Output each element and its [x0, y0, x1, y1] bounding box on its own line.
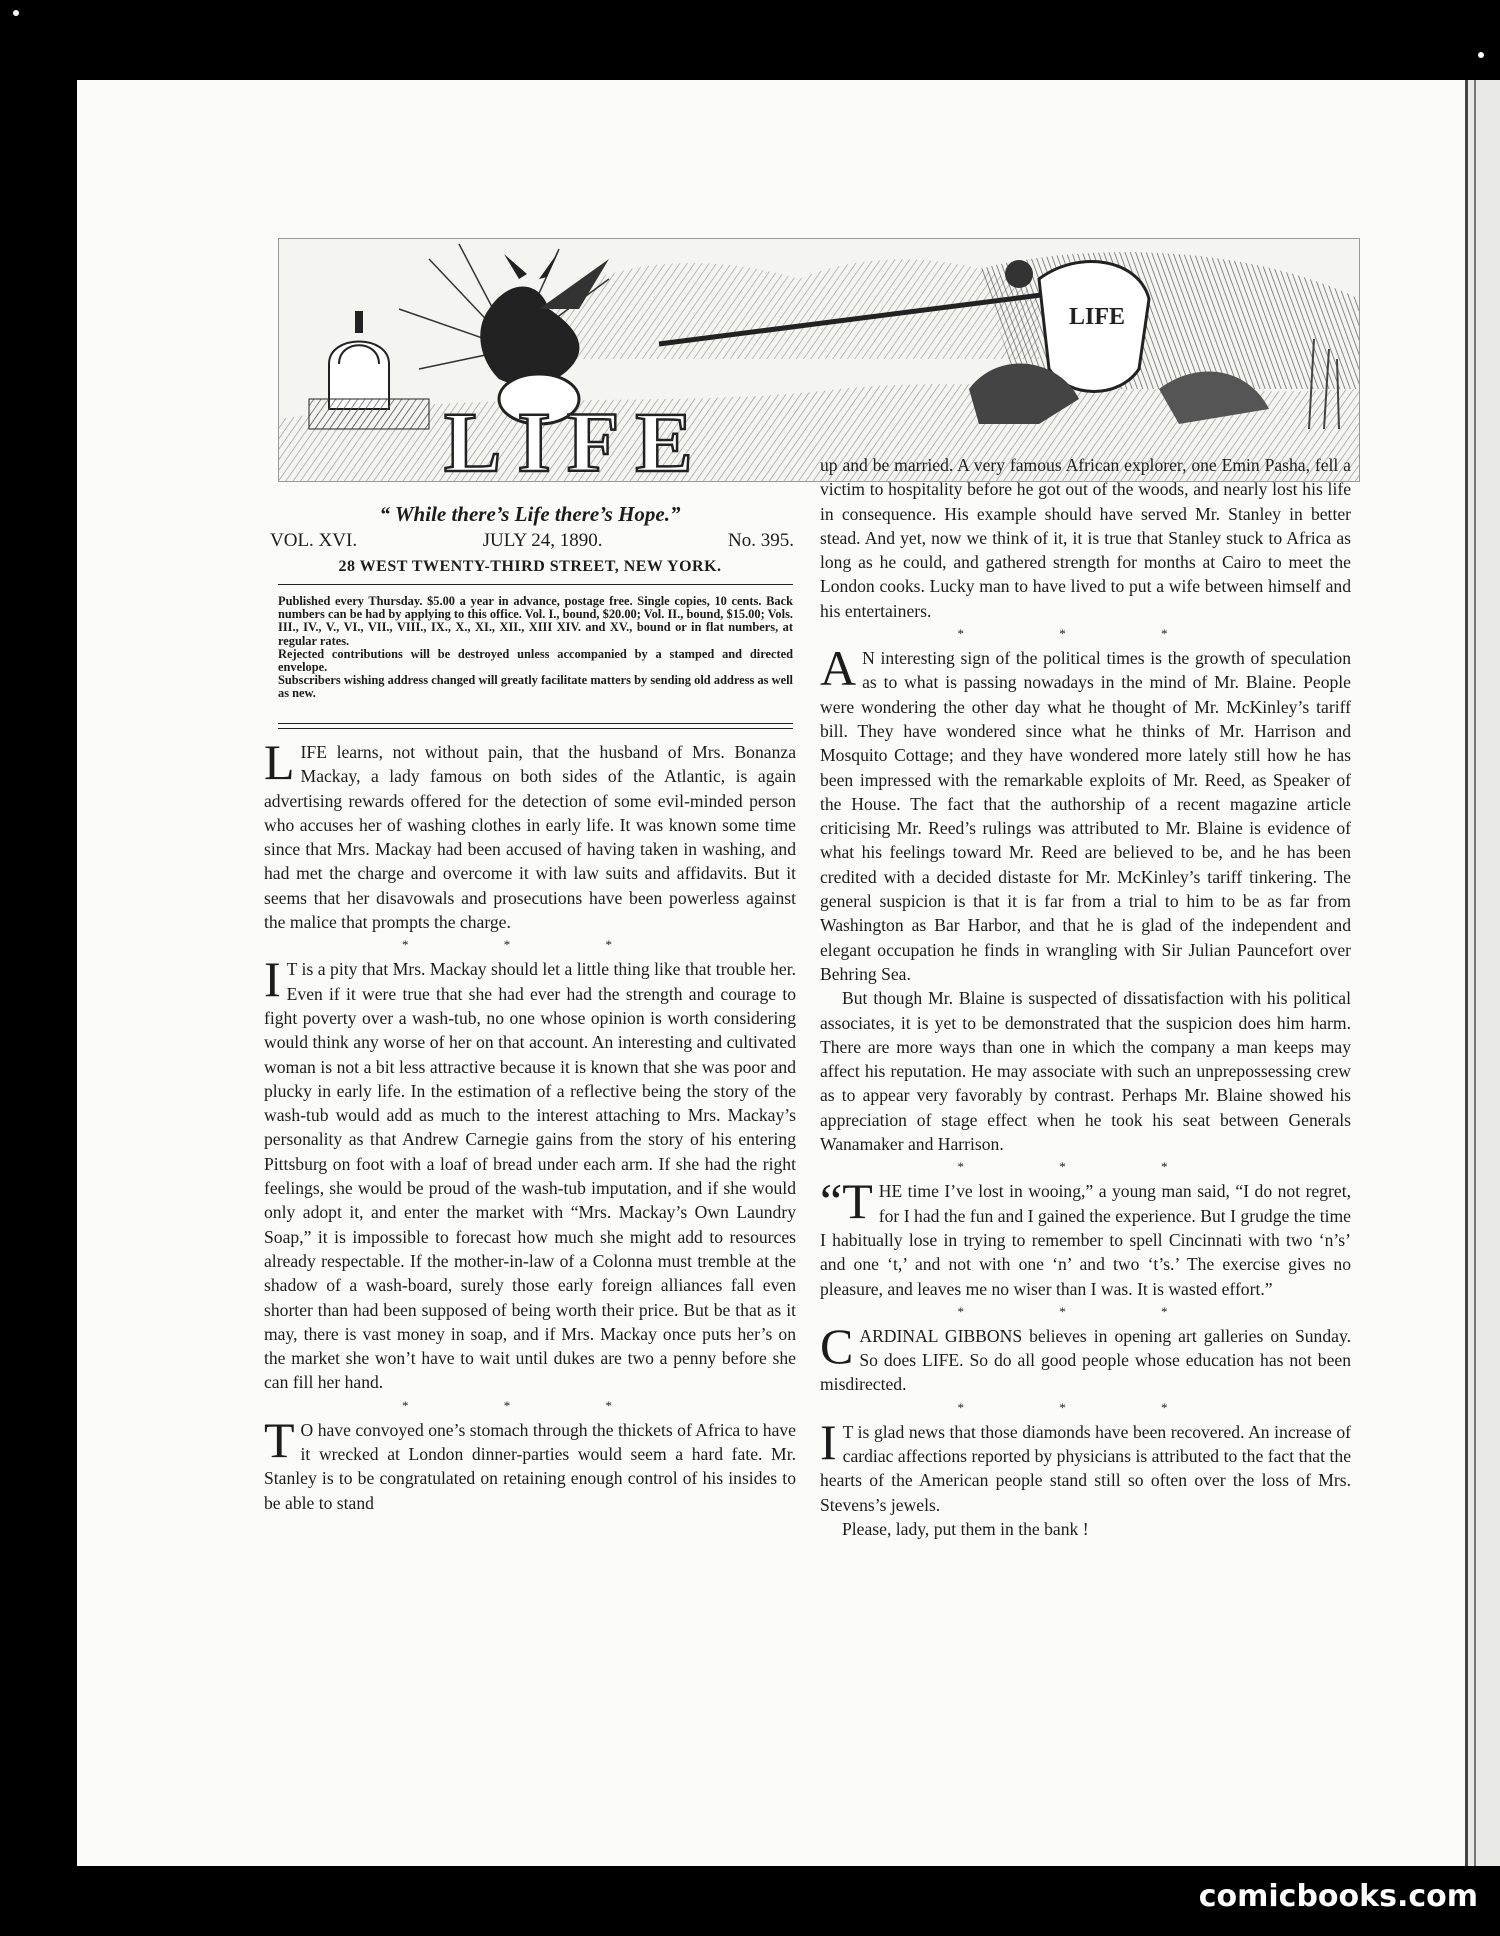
drop-cap: I: [820, 1413, 837, 1470]
rule: [278, 584, 793, 585]
drop-cap: I: [264, 951, 281, 1008]
drop-cap: T: [264, 1411, 295, 1468]
article-diamonds-2: Please, lady, put them in the bank !: [842, 1518, 1089, 1539]
article-diamonds: I T is glad news that those diamonds have been recovered. An increase of cardiac affections reported by physicians is attributed to the fact that the hearts of the American people stand still so often over the loss of Mrs. Stevens’s jewels.: [820, 1413, 1351, 1515]
article-mackay-1: LIFE learns, not without pain, that the husband of Mrs. Bonanza Mackay, a lady famous on both sides of the Atlantic, is again advertising rewards offered for the detection of some evil-minded person who accuses her of washing clothes in early life. It was known some time since that Mrs. Mackay had been accused of having taken in washing, and had met the charge and overcome it with law suits and affidavits. But it seems that her disavowals and prosecutions have been powerless against the malice that prompts the charge.: [264, 734, 796, 933]
rule: [278, 723, 793, 724]
section-separator: * * *: [957, 1159, 1214, 1175]
rule: [278, 728, 793, 729]
volume: VOL. XVI.: [270, 530, 358, 551]
left-column: [264, 734, 796, 1515]
article-mackay-2: I T is a pity that Mrs. Mackay should let a little thing like that trouble her. Even if it were true that she had ever had the strength and courage to fight poverty over a wash-tub, no one whose opinion is worth considering would think any worse of her on that account. An interesting and cultivated woman is not a bit less attractive because it is known that she was poor and plucky in early life. In the estimation of a reflective being the story of the wash-tub would add as much to the interest attaching to Mrs. Mackay’s personality as that Andrew Carnegie gains from the story of his entering Pittsburg on foot with a loaf of bread under each arm. If she had the right feelings, she would be proud of the wash-tub imputation, and if she would only adopt it, and enter the market with “Mrs. Mackay’s Own Laundry Soap,” it is impossible to forecast how much she might add to resources already respectable. If the mother-in-law of a Colonna must tremble at the shadow of a wash-board, surely those early foreign alliances fall even shorter than had been supposed of being worth their price. But be that as it may, there is vast money in soap, and if Mrs. Mackay once puts her’s on the market she won’t have to wait until dukes are two a penny before she can fill her hand.: [264, 951, 796, 1393]
section-separator: * * *: [402, 937, 658, 953]
issue-line: [270, 530, 794, 552]
section-separator: * * *: [957, 626, 1214, 642]
next-page-edge: [1465, 80, 1500, 1866]
article-stanley: T O have convoyed one’s stomach through the thickets of Africa to have it wrecked at London dinner-parties would seem a hard fate. Mr. Stanley is to be congratulated on retaining enough control of his insides to be able to stand: [264, 1411, 796, 1513]
office-address: 28 WEST TWENTY-THIRD STREET, NEW YORK.: [338, 558, 722, 575]
article-gibbons: CARDINAL GIBBONS believes in opening art galleries on Sunday. So does LIFE. So do all good people whose education has not been misdirected.: [820, 1317, 1351, 1395]
notice-paragraph: Subscribers wishing address changed will greatly facilitate matters by sending old address as well as new.: [278, 673, 793, 701]
drop-cap: A: [820, 640, 857, 697]
masthead-illustration: [278, 238, 1360, 482]
article-blaine-2: But though Mr. Blaine is suspected of dissatisfaction with his political associates, it is yet to be demonstrated that the suspicion does him harm. There are more ways than one in which the company a man keeps may affect his reputation. He may associate with such an unprepossessing crew as to appear very favorably by contrast. Perhaps Mr. Blaine showed his appreciation of stage effect when he took his seat between Generals Wanamaker and Harrison.: [820, 988, 1351, 1155]
article-blaine: A N interesting sign of the political times is the growth of speculation as to what is passing nowadays in the mind of Mr. Blaine. People were wondering the other day what he thought of Mr. McKinley’s tariff bill. They have wondered since what he thinks of Mr. Harrison and Mosquito Cottage; and they have wondered more lately still how he has been impressed with the remarkable exploits of Mr. Reed, as Speaker of the House. The fact that the authorship of a recent magazine article criticising Mr. Reed’s rulings was attributed to Mr. Blaine is evidence of what his feelings toward Mr. Reed are believed to be, and he has been credited with a decided distaste for Mr. McKinley’s tariff tinkering. The general suspicion is that it is far from a trial to him to be as far from Washington as Bar Harbor, and that he is glad of the independent and elegant occupation he finds in wrangling with Sir Julian Pauncefort over Behring Sea.: [820, 640, 1351, 984]
drop-cap: L: [264, 734, 295, 790]
scan-dot: [13, 10, 19, 16]
issue-date: JULY 24, 1890.: [482, 530, 603, 551]
masthead-drawing: [279, 239, 1359, 481]
article-wooing: “THE time I’ve lost in wooing,” a young man said, “I do not regret, for I had the fun and I gained the experience. But I grudge the time I habitually lose in trying to remember to spell Cincinnati with two ‘n’s’ and one ‘t,’ and not with one ‘n’ and two ‘t’s.’ The exercise gives no pleasure, and leaves me no wiser than I was. It is wasted effort.”: [820, 1173, 1351, 1299]
right-column: [820, 453, 1351, 1541]
article-stanley-continued: up and be married. A very famous African explorer, one Emin Pasha, fell a victim to hospitality before he got out of the woods, and nearly lost his life in consequence. His example should have served Mr. Stanley in better stead. And yet, now we think of it, it is true that Stanley stuck to Africa as long as he could, and gathered strength for months at Cairo to meet the London cooks. Lucky man to have lived to put a wife between himself and his entertainers.: [820, 455, 1351, 621]
drop-cap: “T: [820, 1173, 873, 1230]
drop-cap: C: [820, 1317, 854, 1374]
masthead-title: LIFE: [444, 394, 709, 481]
notice-paragraph: Rejected contributions will be destroyed unless accompanied by a stamped and directed envelope.: [278, 646, 793, 675]
section-separator: * * *: [957, 1399, 1214, 1415]
subscription-notice: [278, 595, 793, 701]
notice-paragraph: Published every Thursday. $5.00 a year in advance, postage free. Single copies, 10 cents. Back numbers can be had by applying to this office. Vol. I., bound, $20.00; Vol. II., bound, $15.00; Vols. III., IV., V., VI., VII., VIII., IX., X., XI., XII., XIII XIV. and XV., bound or in flat numbers, at regular rates.: [278, 594, 793, 648]
issue-number: No. 395.: [728, 530, 794, 551]
scan-dot: [1478, 52, 1484, 58]
section-separator: * * *: [402, 1397, 658, 1413]
section-separator: * * *: [957, 1303, 1214, 1319]
shield-text: LIFE: [1069, 304, 1126, 330]
site-watermark: comicbooks.com: [1198, 1879, 1478, 1914]
motto: “ While there’s Life there’s Hope.”: [379, 502, 681, 526]
